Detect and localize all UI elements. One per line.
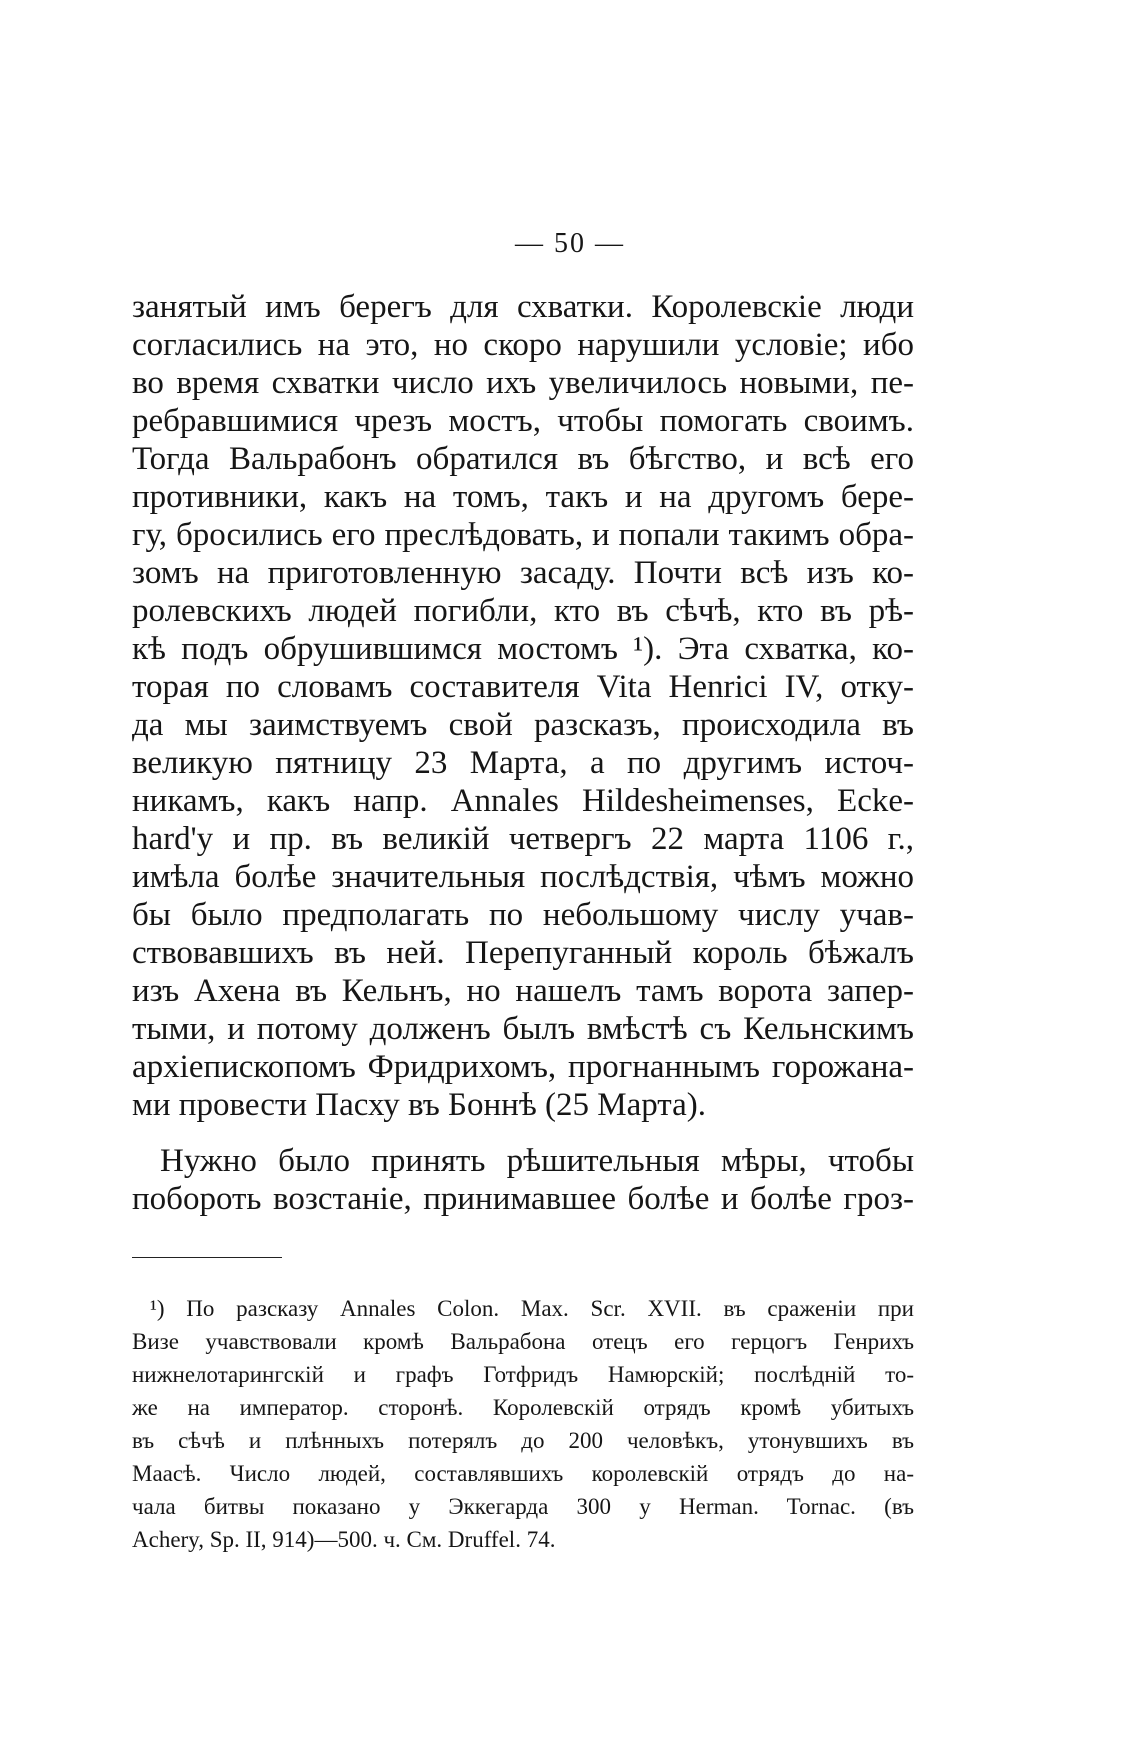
text-line: ролевскихъ людей погибли, кто въ сѣчѣ, кто въ рѣ- xyxy=(132,593,914,629)
text-line: зомъ на приготовленную засаду. Почти всѣ изъ ко- xyxy=(132,555,914,591)
text-line: занятый имъ берегъ для схватки. Королевскіе люди xyxy=(132,289,914,325)
text-line: никамъ, какъ напр. Annales Hildesheimenses, Ecke- xyxy=(132,783,914,819)
text-line: ми провести Пасху въ Боннѣ (25 Марта). xyxy=(132,1087,706,1123)
footnote-line: Визе учавствовали кромѣ Вальрабона отецъ его герцогъ Генрихъ xyxy=(132,1329,914,1354)
page-number: — 50 — xyxy=(515,228,625,259)
text-line: бы было предполагать по небольшому числу учав- xyxy=(132,897,914,933)
main-text xyxy=(132,288,914,1218)
text-line: ребравшимися чрезъ мостъ, чтобы помогать своимъ. xyxy=(132,403,914,439)
footnote-divider xyxy=(132,1257,282,1258)
footnote xyxy=(132,1292,914,1556)
footnote-line: нижнелотарингскій и графъ Готфридъ Намюрскій; послѣдній то- xyxy=(132,1362,914,1387)
footnote-line: чала битвы показано у Эккегарда 300 у Herman. Tornac. (въ xyxy=(132,1494,914,1519)
text-line: кѣ подъ обрушившимся мостомъ ¹). Эта схватка, ко- xyxy=(132,631,914,667)
text-line: великую пятницу 23 Марта, а по другимъ источ- xyxy=(132,745,914,781)
text-line: во время схватки число ихъ увеличилось новыми, пе- xyxy=(132,365,914,401)
footnote-line: въ сѣчѣ и плѣнныхъ потерялъ до 200 человѣкъ, утонувшихъ въ xyxy=(132,1428,914,1453)
text-line: торая по словамъ составителя Vita Henrici IV, отку- xyxy=(132,669,914,705)
text-line: hard'у и пр. въ великій четвергъ 22 марта 1106 г., xyxy=(132,821,914,857)
text-line: ствовавшихъ въ ней. Перепуганный король бѣжалъ xyxy=(132,935,914,971)
text-line: гу, бросились его преслѣдовать, и попали такимъ обра- xyxy=(132,517,914,553)
text-line: Нужно было принять рѣшительныя мѣры, чтобы xyxy=(160,1143,914,1179)
footnote-line: Achery, Sp. II, 914)—500. ч. См. Druffel. 74. xyxy=(132,1527,556,1552)
text-line: архіепископомъ Фридрихомъ, прогнаннымъ горожана- xyxy=(132,1049,914,1085)
text-line: имѣла болѣе значительныя послѣдствія, чѣмъ можно xyxy=(132,859,914,895)
footnote-line: ¹) По разсказу Annales Colon. Max. Scr. XVII. въ сраженіи при xyxy=(150,1296,914,1321)
text-line: побороть возстаніе, принимавшее болѣе и болѣе гроз- xyxy=(132,1181,914,1217)
text-line: тыми, и потому долженъ былъ вмѣстѣ съ Кельнскимъ xyxy=(132,1011,914,1047)
text-line: Тогда Вальрабонъ обратился въ бѣгство, и всѣ его xyxy=(132,441,914,477)
text-line: изъ Ахена въ Кельнъ, но нашелъ тамъ ворота запер- xyxy=(132,973,914,1009)
text-line: согласились на это, но скоро нарушили условіе; ибо xyxy=(132,327,914,363)
text-line: да мы заимствуемъ свой разсказъ, происходила въ xyxy=(132,707,914,743)
text-line: противники, какъ на томъ, такъ и на другомъ бере- xyxy=(132,479,914,515)
footnote-line: Маасѣ. Число людей, составлявшихъ королевскій отрядъ до на- xyxy=(132,1461,914,1486)
footnote-line: же на император. сторонѣ. Королевскій отрядъ кромѣ убитыхъ xyxy=(132,1395,914,1420)
